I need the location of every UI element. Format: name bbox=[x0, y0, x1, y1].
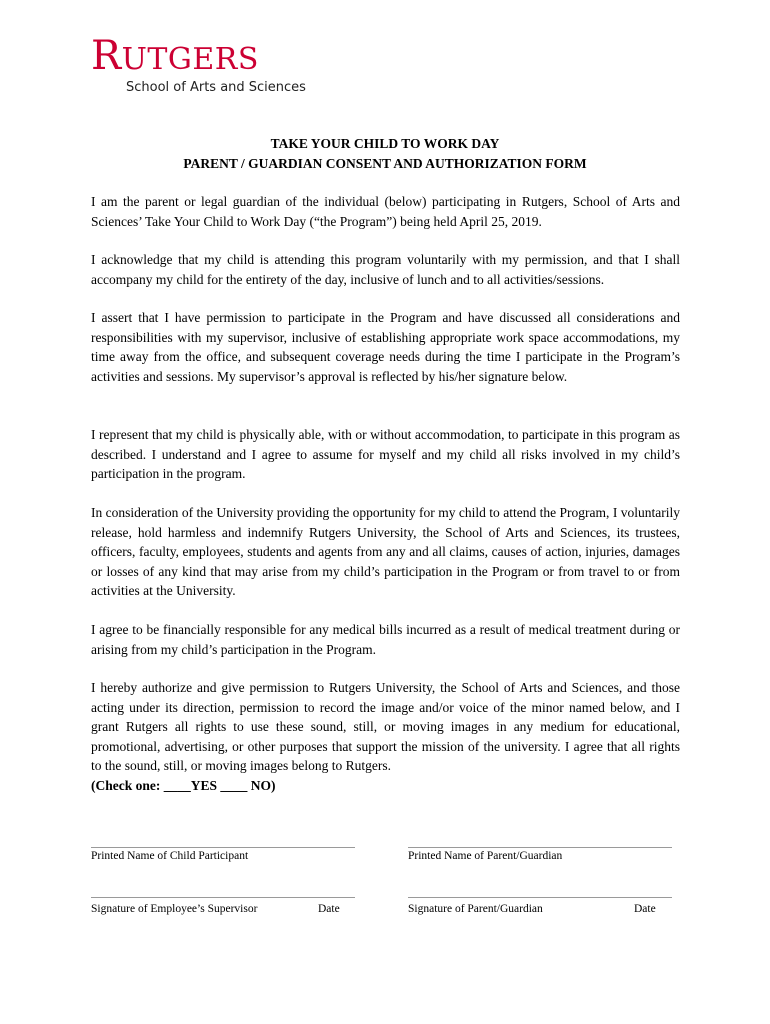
school-name: School of Arts and Sciences bbox=[126, 80, 306, 95]
paragraph-participation: I am the parent or legal guardian of the individual (below) participating in Rutgers, School of Arts and Sciences’ Take Your Child to Work Day (“the Program”) being held April 25, 2019. bbox=[91, 194, 680, 229]
form-title-line1: TAKE YOUR CHILD TO WORK DAY bbox=[270, 136, 500, 151]
rutgers-wordmark: RUTGERS bbox=[91, 33, 259, 79]
supervisor-date-label: Date bbox=[318, 903, 340, 915]
check-one-yes-no[interactable]: (Check one: ____YES ____ NO) bbox=[91, 777, 276, 793]
paragraph-release: In consideration of the University providing the opportunity for my child to attend the Program, I voluntarily release, hold harmless and indemnify Rutgers University, the School of Arts and Sciences, its trustees, officers, faculty, employees, students and agents from any and all claims, causes of action, injuries, damages or losses of any kind that may arise from my child’s participation in the Program or from travel to or from activities at the University. bbox=[91, 505, 680, 598]
parent-name-label: Printed Name of Parent/Guardian bbox=[408, 850, 563, 862]
media-authorization-text: I hereby authorize and give permission to Rutgers University, the School of Arts and Sciences, and those acting under its direction, permission to record the image and/or voice of the minor named below, and I grant Rutgers all rights to use these sound, still, or moving images in any medium for educational, promotional, advertising, or other purposes that support the mission of the university. I agree that all rights to the sound, still, or moving images belong to Rutgers. bbox=[91, 680, 680, 773]
form-title-line2: PARENT / GUARDIAN CONSENT AND AUTHORIZATION FORM bbox=[183, 156, 587, 171]
rutgers-logo bbox=[91, 33, 306, 95]
child-name-label: Printed Name of Child Participant bbox=[91, 850, 249, 862]
paragraph-media-authorization bbox=[91, 678, 680, 795]
paragraph-physical-ability: I represent that my child is physically able, with or without accommodation, to participate in this program as described. I understand and I agree to assume for myself and my child all risks involved in my child’s participation in the program. bbox=[91, 427, 680, 481]
supervisor-signature-line[interactable] bbox=[91, 897, 355, 898]
parent-signature-line[interactable] bbox=[408, 897, 672, 898]
parent-signature-label: Signature of Parent/Guardian bbox=[408, 903, 543, 915]
child-name-line[interactable] bbox=[91, 847, 355, 848]
paragraph-supervisor-permission: I assert that I have permission to participate in the Program and have discussed all considerations and responsibilities with my supervisor, inclusive of establishing appropriate work space accommodations, my time away from the office, and subsequent coverage needs during the time I participate in the Program’s activities and sessions. My supervisor’s approval is reflected by his/her signature below. bbox=[91, 310, 680, 384]
paragraph-medical: I agree to be financially responsible for any medical bills incurred as a result of medical treatment during or arising from my child’s participation in the Program. bbox=[91, 622, 680, 657]
parent-date-label: Date bbox=[634, 903, 656, 915]
supervisor-signature-label: Signature of Employee’s Supervisor bbox=[91, 903, 258, 915]
parent-name-line[interactable] bbox=[408, 847, 672, 848]
paragraph-acknowledgement: I acknowledge that my child is attending this program voluntarily with my permission, and that I shall accompany my child for the entirety of the day, inclusive of lunch and to all activities/sessions. bbox=[91, 252, 680, 287]
